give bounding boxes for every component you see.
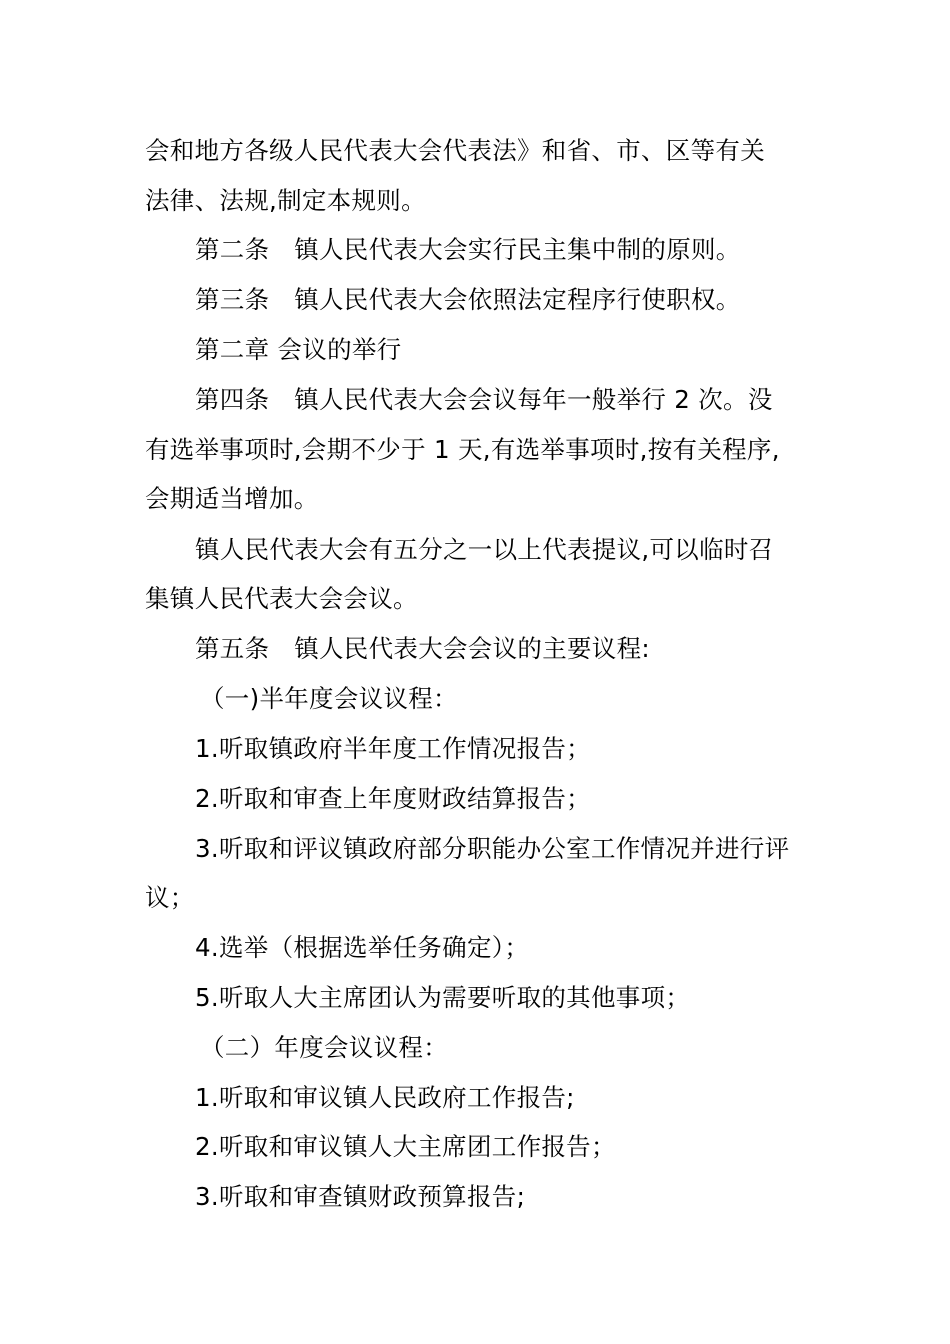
list-item: 3.听取和评议镇政府部分职能办公室工作情况并进行评 <box>195 834 790 863</box>
paragraph-line: 议； <box>145 883 195 912</box>
paragraph-line: 镇人民代表大会有五分之一以上代表提议,可以临时召 <box>195 535 774 564</box>
article-3: 第三条 镇人民代表大会依照法定程序行使职权。 <box>195 285 741 314</box>
list-item: 4.选举（根据选举任务确定）； <box>195 933 530 962</box>
list-item: 3.听取和审查镇财政预算报告; <box>195 1182 526 1211</box>
article-5: 第五条 镇人民代表大会会议的主要议程: <box>195 634 650 663</box>
list-item: 1.听取和审议镇人民政府工作报告; <box>195 1083 575 1112</box>
list-item: 2.听取和审议镇人大主席团工作报告； <box>195 1132 616 1161</box>
article-2: 第二条 镇人民代表大会实行民主集中制的原则。 <box>195 235 741 264</box>
list-item: 2.听取和审查上年度财政结算报告； <box>195 784 591 813</box>
paragraph-line: 有选举事项时,会期不少于 1 天,有选举事项时,按有关程序, <box>145 435 780 464</box>
list-item: 1.听取镇政府半年度工作情况报告； <box>195 734 591 763</box>
list-item: 5.听取人大主席团认为需要听取的其他事项； <box>195 983 691 1012</box>
subsection-heading: （一)半年度会议议程： <box>200 684 458 713</box>
article-4: 第四条 镇人民代表大会会议每年一般举行 2 次。没 <box>195 385 773 414</box>
subsection-heading: （二）年度会议议程： <box>200 1033 448 1062</box>
chapter-heading: 第二章 会议的举行 <box>195 335 402 364</box>
paragraph-line: 会期适当增加。 <box>145 484 319 513</box>
paragraph-line: 集镇人民代表大会会议。 <box>145 584 418 613</box>
paragraph-line: 法律、法规,制定本规则。 <box>145 186 426 215</box>
paragraph-line: 会和地方各级人民代表大会代表法》和省、市、区等有关 <box>145 136 765 165</box>
